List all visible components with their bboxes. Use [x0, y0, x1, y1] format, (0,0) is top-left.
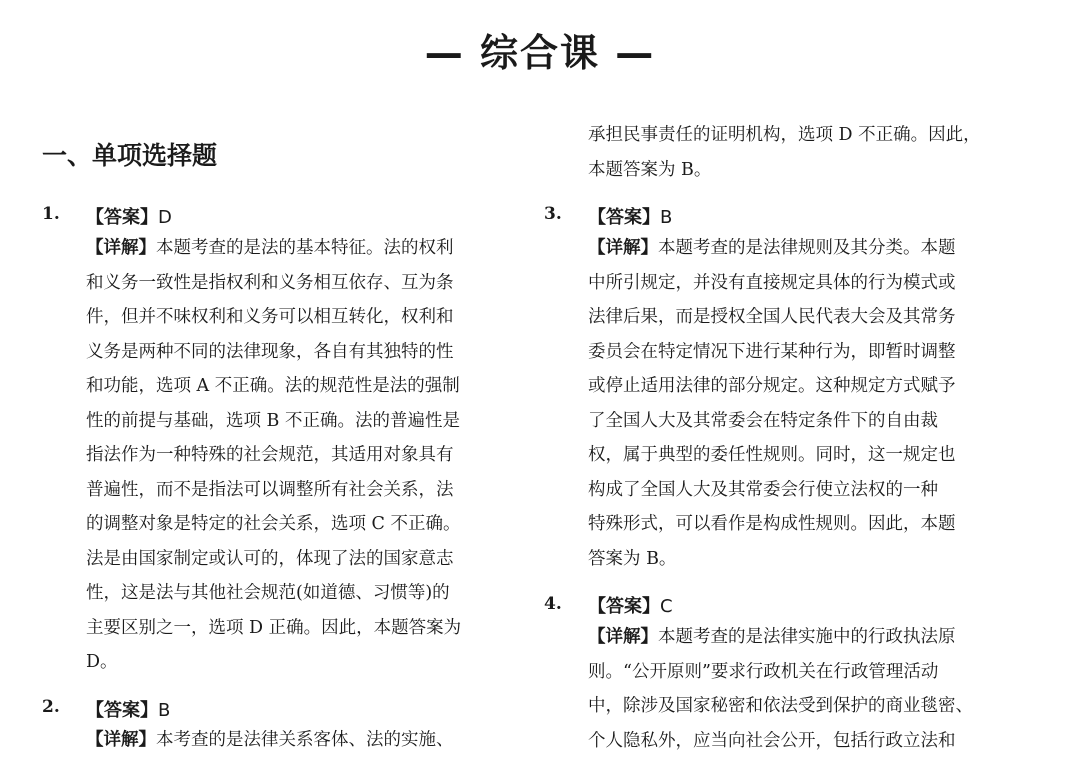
- answer-value: B: [158, 700, 170, 721]
- explanation-line: 义务是两种不同的法律现象，各自有其独特的性: [86, 335, 461, 370]
- explanation: [86, 723, 454, 758]
- explanation-line: 中所引规定，并没有直接规定具体的行为模式或: [588, 266, 956, 301]
- explanation-line: 构成了全国人大及其常委会行使立法权的一种: [588, 473, 956, 508]
- explanation-tag: 【详解】: [86, 238, 156, 258]
- item-number: 1.: [42, 204, 60, 224]
- answer-label: 【答案】: [588, 207, 660, 228]
- item-number: 2.: [42, 697, 60, 717]
- item-number: 3.: [544, 204, 562, 224]
- answer-label: 【答案】: [86, 207, 158, 228]
- answer-line: [86, 696, 170, 722]
- explanation-line: 了全国人大及其常委会在特定条件下的自由裁: [588, 404, 956, 439]
- explanation-line: 【详解】本题考查的是法律规则及其分类。本题: [588, 231, 956, 266]
- explanation-line: D。: [86, 645, 461, 680]
- explanation-line: 主要区别之一，选项 D 正确。因此，本题答案为: [86, 611, 461, 646]
- explanation-line: 委员会在特定情况下进行某种行为，即暂时调整: [588, 335, 956, 370]
- explanation-tag: 【详解】: [588, 627, 658, 647]
- explanation: [588, 620, 973, 758]
- page-title: — 综合课 —: [0, 22, 1080, 77]
- explanation-line: 普遍性，而不是指法可以调整所有社会关系，法: [86, 473, 461, 508]
- answer-value: B: [660, 207, 672, 228]
- explanation-tag: 【详解】: [86, 730, 156, 750]
- answer-label: 【答案】: [588, 596, 660, 617]
- explanation-line: 承担民事责任的证明机构，选项 D 不正确。因此，: [588, 118, 981, 153]
- explanation-line: 【详解】本考查的是法律关系客体、法的实施、: [86, 723, 454, 758]
- explanation-line: 法是由国家制定或认可的，体现了法的国家意志: [86, 542, 461, 577]
- explanation-line: 和义务一致性是指权利和义务相互依存、互为条: [86, 266, 461, 301]
- explanation: [588, 231, 956, 576]
- answer-line: [588, 592, 673, 618]
- explanation-line: 和功能，选项 A 不正确。法的规范性是法的强制: [86, 369, 461, 404]
- explanation-tag: 【详解】: [588, 238, 658, 258]
- explanation-line: 性的前提与基础，选项 B 不正确。法的普遍性是: [86, 404, 461, 439]
- explanation-line: 则。“公开原则”要求行政机关在行政管理活动: [588, 655, 973, 690]
- answer-value: D: [158, 207, 172, 228]
- explanation-line: 权，属于典型的委任性规则。同时，这一规定也: [588, 438, 956, 473]
- explanation: [86, 231, 461, 680]
- explanation-line: 性，这是法与其他社会规范(如道德、习惯等)的: [86, 576, 461, 611]
- explanation-line: 法律后果，而是授权全国人民代表大会及其常务: [588, 300, 956, 335]
- item-number: 4.: [544, 594, 562, 614]
- explanation-line: 个人隐私外，应当向社会公开，包括行政立法和: [588, 724, 973, 758]
- explanation-line: 指法作为一种特殊的社会规范，其适用对象具有: [86, 438, 461, 473]
- explanation-line: 本题答案为 B。: [588, 153, 981, 188]
- explanation-line: 或停止适用法律的部分规定。这种规定方式赋予: [588, 369, 956, 404]
- explanation-line: 答案为 B。: [588, 542, 956, 577]
- explanation-line: 中，除涉及国家秘密和依法受到保护的商业毯密、: [588, 689, 973, 724]
- answer-line: [588, 203, 672, 229]
- explanation-line: 【详解】本题考查的是法律实施中的行政执法原: [588, 620, 973, 655]
- section-heading: 一、单项选择题: [42, 136, 217, 172]
- explanation-line: 【详解】本题考查的是法的基本特征。法的权利: [86, 231, 461, 266]
- answer-line: [86, 203, 172, 229]
- explanation-line: 件，但并不味权利和义务可以相互转化，权利和: [86, 300, 461, 335]
- answer-label: 【答案】: [86, 700, 158, 721]
- explanation-line: 的调整对象是特定的社会关系，选项 C 不正确。: [86, 507, 461, 542]
- answer-value: C: [660, 596, 673, 617]
- explanation-line: 特殊形式，可以看作是构成性规则。因此，本题: [588, 507, 956, 542]
- continued-text: [588, 118, 981, 187]
